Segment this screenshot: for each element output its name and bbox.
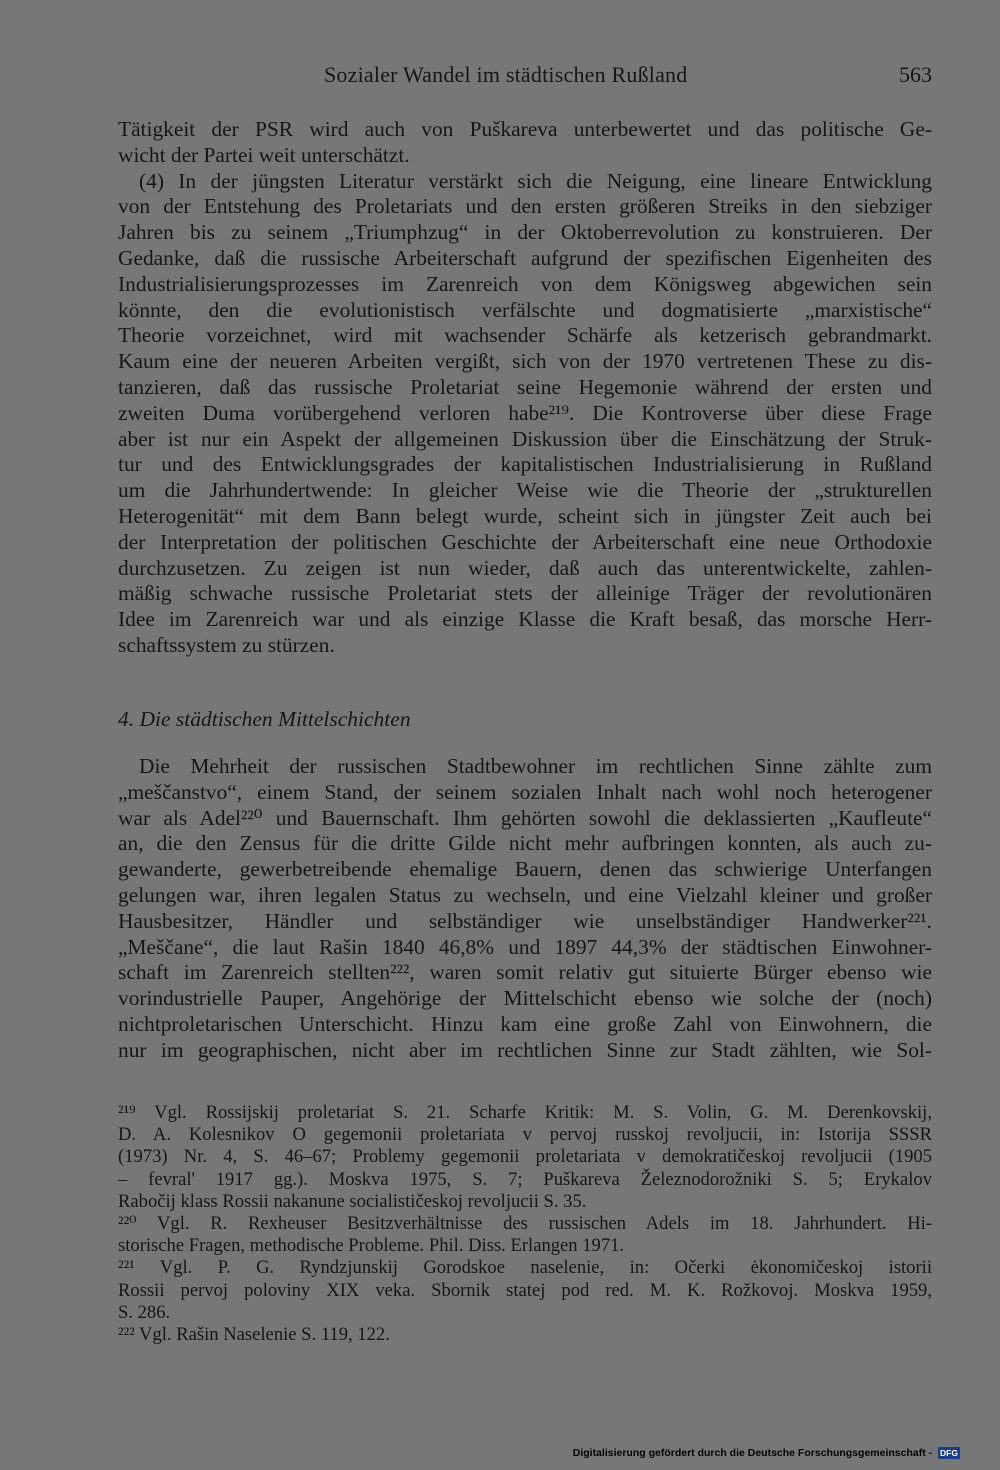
paragraph-2 xyxy=(118,754,932,1064)
footnote-line: D. A. Kolesnikov O gegemonii proletariata v pervoj russkoj revoljucii, in: Istorija SSSR xyxy=(118,1124,932,1146)
text-line: „Meščane“, die laut Rašin 1840 46,8% und 1897 44,3% der städtischen Einwohner- xyxy=(118,934,932,959)
text-line: nur im geographischen, nicht aber im rechtlichen Sinne zur Stadt zählten, wie Sol- xyxy=(118,1037,932,1062)
running-title: Sozialer Wandel im städtischen Rußland xyxy=(324,62,688,87)
text-line: schaftssystem zu stürzen. xyxy=(118,632,335,657)
text-line: an, die den Zensus für die dritte Gilde nicht mehr aufbringen konnten, als auch zu- xyxy=(118,831,932,856)
text-line: vorindustrielle Pauper, Angehörige der Mittelschicht ebenso wie solche der (noch) xyxy=(118,986,932,1011)
text-line: Heterogenität“ mit dem Bann belegt wurde, scheint sich in jüngster Zeit auch bei xyxy=(118,503,932,528)
page-header xyxy=(118,62,932,92)
text-line: durchzusetzen. Zu zeigen ist nun wieder, daß auch das unterentwickelte, zahlen- xyxy=(118,555,932,580)
text-line: Die Mehrheit der russischen Stadtbewohner im rechtlichen Sinne zählte zum xyxy=(139,754,932,778)
text-line: Jahren bis zu seinem „Triumphzug“ in der Oktoberrevolution zu konstruieren. Der xyxy=(118,220,932,245)
footnote-line: ²¹⁹ Vgl. Rossijskij proletariat S. 21. Scharfe Kritik: M. S. Volin, G. M. Derenkovskij, xyxy=(118,1102,932,1123)
paragraph-1 xyxy=(118,117,932,659)
text-line: tanzieren, daß das russische Proletariat seine Hegemonie während der ersten und xyxy=(118,374,932,399)
text-line: aber ist nur ein Aspekt der allgemeinen Diskussion über die Einschätzung der Struk- xyxy=(118,426,932,451)
footnote-line: ²²² Vgl. Rašin Naselenie S. 119, 122. xyxy=(118,1323,390,1345)
text-line: Gedanke, daß die russische Arbeiterschaft aufgrund der spezifischen Eigenheiten des xyxy=(118,245,932,270)
text-line: Hausbesitzer, Händler und selbständiger wie unselbständiger Handwerker²²¹. xyxy=(118,908,932,933)
footnote-line: (1973) Nr. 4, S. 46–67; Problemy gegemonii proletariata v demokratičeskoj revoljucii (1905 xyxy=(118,1146,932,1168)
footnote-line: ²²⁰ Vgl. R. Rexheuser Besitzverhältnisse des russischen Adels im 18. Jahrhundert. Hi- xyxy=(118,1212,932,1234)
text-line: gewanderte, gewerbetreibende ehemalige Bauern, denen das schwierige Unterfangen xyxy=(118,857,932,882)
text-line: Idee im Zarenreich war und als einzige Klasse die Kraft besaß, das morsche Herr- xyxy=(118,607,932,632)
text-line: um die Jahrhundertwende: In gleicher Weise wie die Theorie der „strukturellen xyxy=(118,478,932,503)
digitization-credit xyxy=(573,1447,960,1459)
footnote-line: S. 286. xyxy=(118,1301,171,1323)
text-line: Tätigkeit der PSR wird auch von Puškareva unterbewertet und das politische Ge- xyxy=(118,117,932,141)
footnote-line: storische Fragen, methodische Probleme. Phil. Diss. Erlangen 1971. xyxy=(118,1235,625,1257)
text-line: schaft im Zarenreich stellten²²², waren somit relativ gut situierte Bürger ebenso wie xyxy=(118,960,932,985)
text-line: „meščanstvo“, einem Stand, der seinem sozialen Inhalt nach wohl noch heterogener xyxy=(118,779,932,804)
text-line: von der Entstehung des Proletariats und den ersten größeren Streiks in den siebziger xyxy=(118,194,932,219)
text-line: könnte, den die evolutionistisch verfälschte und dogmatisierte „marxistische“ xyxy=(118,297,932,322)
footnotes xyxy=(118,1102,932,1346)
footnote-line: – fevral' 1917 gg.). Moskva 1975, S. 7; Puškareva Železnodorožniki S. 5; Erykalov xyxy=(118,1168,932,1190)
text-line: der Interpretation der politischen Geschichte der Arbeiterschaft eine neue Orthodoxie xyxy=(118,529,932,554)
footnote-line: Rabočij klass Rossii nakanune socialističeskoj revoljucii S. 35. xyxy=(118,1190,587,1212)
text-line: mäßig schwache russische Proletariat stets der alleinige Träger der revolutionären xyxy=(118,581,932,606)
text-line: wicht der Partei weit unterschätzt. xyxy=(118,142,410,167)
page-number: 563 xyxy=(899,62,932,87)
text-line: Theorie vorzeichnet, wird mit wachsender Schärfe als ketzerisch gebrandmarkt. xyxy=(118,323,932,348)
text-line: tur und des Entwicklungsgrades der kapitalistischen Industrialisierung in Rußland xyxy=(118,452,932,477)
section-heading: 4. Die städtischen Mittelschichten xyxy=(118,707,411,731)
text-line: nichtproletarischen Unterschicht. Hinzu kam eine große Zahl von Einwohnern, die xyxy=(118,1011,932,1036)
text-line: Kaum eine der neueren Arbeiten vergißt, sich von der 1970 vertretenen These zu dis- xyxy=(118,349,932,374)
credit-text: Digitalisierung gefördert durch die Deutsche Forschungsgemeinschaft - xyxy=(572,1447,933,1459)
text-line: gelungen war, ihren legalen Status zu wechseln, und eine Vielzahl kleiner und großer xyxy=(118,882,932,907)
text-line: war als Adel²²⁰ und Bauernschaft. Ihm gehörten sowohl die deklassierten „Kaufleute“ xyxy=(118,805,932,830)
text-line: Industrialisierungsprozesses im Zarenreich von dem Königsweg abgewichen sein xyxy=(118,271,932,296)
text-line: (4) In der jüngsten Literatur verstärkt sich die Neigung, eine lineare Entwicklung xyxy=(139,168,932,193)
text-line: zweiten Duma vorübergehend verloren habe²¹⁹. Die Kontroverse über diese Frage xyxy=(118,400,932,425)
footnote-line: Rossii pervoj poloviny XIX veka. Sbornik statej pod red. M. K. Rožkovoj. Moskva 1959, xyxy=(118,1279,932,1301)
footnote-line: ²²¹ Vgl. P. G. Ryndzjunskij Gorodskoe naselenie, in: Očerki ėkonomičeskoj istorii xyxy=(118,1257,932,1279)
dfg-logo: DFG xyxy=(940,1448,958,1459)
